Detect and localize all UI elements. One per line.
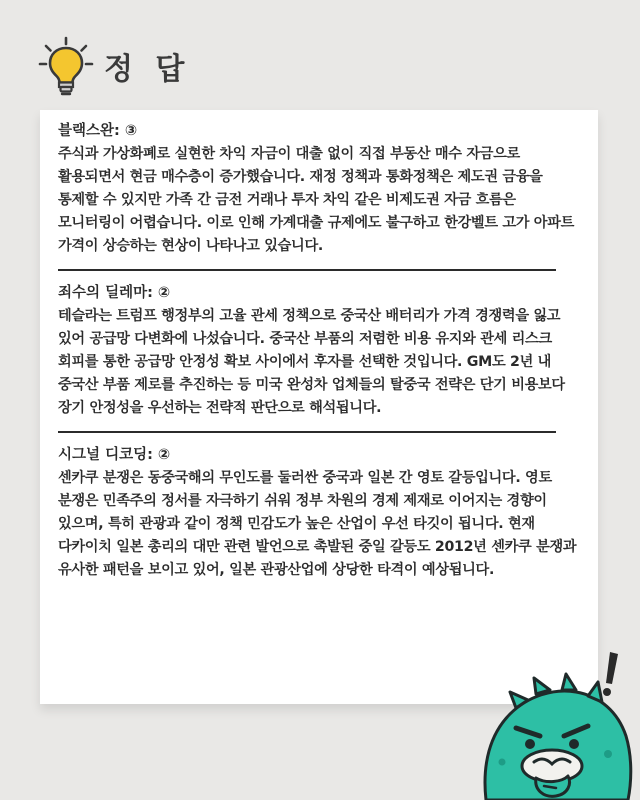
lightbulb-icon: [34, 34, 98, 98]
divider: [58, 431, 556, 433]
section-body: 센카쿠 분쟁은 동중국해의 무인도를 둘러싼 중국과 일본 간 영토 갈등입니다. 영토 분쟁은 민족주의 정서를 자극하기 쉬워 정부 차원의 경제 제재로 이어지는 경향이 있으며, 특히 관광과 같이 정책 민감도가 높은 산업이 우선 타깃이 됩니다. 현재 다카이치 일본 총리의 대만 관련 발언으로 촉발된 중일 갈등도 2012년 센카쿠 분쟁과 유사한 패턴을 보이고 있어, 일본 관광산업에 상당한 타격이 예상됩니다.: [58, 470, 577, 578]
divider: [58, 269, 556, 271]
section-title: 시그널 디코딩: ②: [58, 447, 171, 463]
section-body: 주식과 가상화폐로 실현한 차익 자금이 대출 없이 직접 부동산 매수 자금으로 활용되면서 현금 매수층이 증가했습니다. 재정 정책과 통화정책은 제도권 금융을 통제할 수 있지만 가족 간 금전 거래나 투자 차익 같은 비제도권 자금 흐름은 모니터링이 어렵습니다. 이로 인해 가계대출 규제에도 불구하고 한강벨트 고가 아파트 가격이 상승하는 현상이 나타나고 있습니다.: [58, 146, 575, 254]
section-title: 죄수의 딜레마: ②: [58, 285, 171, 301]
section-title: 블랙스완: ③: [58, 123, 138, 139]
answer-section-1: [58, 120, 582, 258]
answer-section-3: [58, 444, 582, 582]
answer-card: [40, 110, 598, 704]
exclamation-icon: [603, 652, 618, 696]
section-body: 테슬라는 트럼프 행정부의 고율 관세 정책으로 중국산 배터리가 가격 경쟁력을 잃고 있어 공급망 다변화에 나섰습니다. 중국산 부품의 저렴한 비용 유지와 관세 리스크 회피를 통한 공급망 안정성 확보 사이에서 후자를 선택한 것입니다. GM도 2년 내 중국산 부품 제로를 추진하는 등 미국 완성차 업체들의 탈중국 전략은 단기 비용보다 장기 안정성을 우선하는 전략적 판단으로 해석됩니다.: [58, 308, 565, 416]
page-title: 정 답: [104, 52, 191, 87]
answer-section-2: [58, 282, 582, 420]
answer-header: [34, 34, 190, 98]
green-dinosaur-mascot-icon: [476, 644, 640, 800]
